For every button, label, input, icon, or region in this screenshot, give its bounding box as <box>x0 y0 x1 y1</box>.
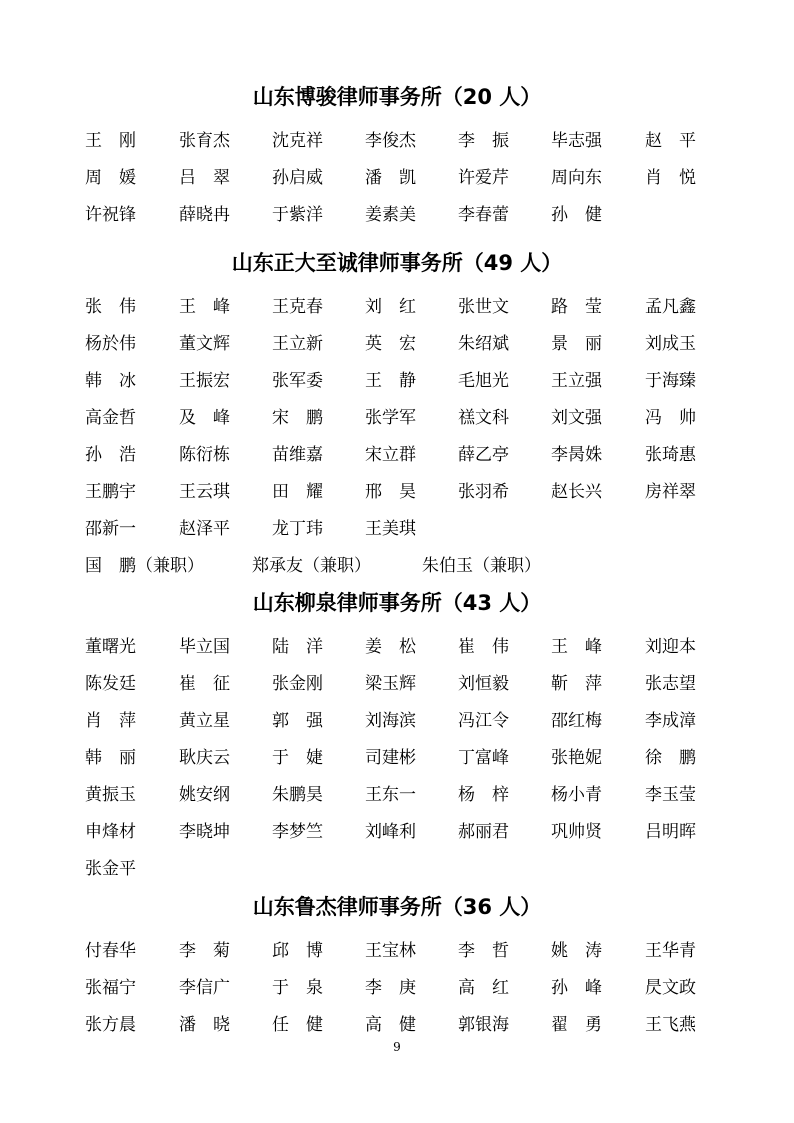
lawyer-name: 景 丽 <box>551 334 602 354</box>
lawyer-name: 孙 峰 <box>551 978 602 998</box>
lawyer-name: 薛晓冉 <box>179 205 230 225</box>
lawyer-name: 王飞燕 <box>645 1015 696 1035</box>
lawyer-name: 王 刚 <box>85 131 136 151</box>
lawyer-name: 张方晨 <box>85 1015 136 1035</box>
lawyer-name: 刘峰利 <box>365 822 416 842</box>
firm-title: 山东柳泉律师事务所（43 人） <box>252 591 542 615</box>
lawyer-name: 王云琪 <box>179 482 230 502</box>
lawyer-name: 张志望 <box>645 674 696 694</box>
lawyer-name: 周向东 <box>551 168 602 188</box>
lawyer-name: 英 宏 <box>365 334 416 354</box>
lawyer-name: 徐 鹏 <box>645 748 696 768</box>
lawyer-name: 杨小青 <box>551 785 602 805</box>
lawyer-name: 崔 伟 <box>458 637 509 657</box>
lawyer-name: 高金哲 <box>85 408 136 428</box>
name-row <box>0 671 794 697</box>
lawyer-name: 张 伟 <box>85 297 136 317</box>
lawyer-name: 张学军 <box>365 408 416 428</box>
firm-title: 山东正大至诚律师事务所（49 人） <box>231 251 563 275</box>
lawyer-name: 周 媛 <box>85 168 136 188</box>
lawyer-name: 张福宁 <box>85 978 136 998</box>
lawyer-name: 昃文政 <box>645 978 696 998</box>
lawyer-name: 孙启威 <box>272 168 323 188</box>
lawyer-name: 杨於伟 <box>85 334 136 354</box>
lawyer-name: 付春华 <box>85 941 136 961</box>
lawyer-name: 李 庚 <box>365 978 416 998</box>
name-row <box>0 856 794 882</box>
lawyer-name: 路 莹 <box>551 297 602 317</box>
lawyer-name: 郝丽君 <box>458 822 509 842</box>
lawyer-name: 于 婕 <box>272 748 323 768</box>
lawyer-name: 王美琪 <box>365 519 416 539</box>
lawyer-name: 王 静 <box>365 371 416 391</box>
lawyer-name: 冯 帅 <box>645 408 696 428</box>
lawyer-name: 刘成玉 <box>645 334 696 354</box>
lawyer-name: 于 泉 <box>272 978 323 998</box>
name-row <box>0 553 794 579</box>
page-number: 9 <box>393 1040 401 1054</box>
lawyer-name: 王宝林 <box>365 941 416 961</box>
name-row <box>0 294 794 320</box>
lawyer-name: 赵泽平 <box>179 519 230 539</box>
lawyer-name: 张世文 <box>458 297 509 317</box>
lawyer-name: 禚文科 <box>458 408 509 428</box>
lawyer-name: 苗维嘉 <box>272 445 323 465</box>
lawyer-name: 孙 浩 <box>85 445 136 465</box>
name-row <box>0 782 794 808</box>
lawyer-name: 王振宏 <box>179 371 230 391</box>
lawyer-name: 房祥翠 <box>645 482 696 502</box>
lawyer-name: 巩帅贤 <box>551 822 602 842</box>
lawyer-name: 毕立国 <box>179 637 230 657</box>
lawyer-name: 郭银海 <box>458 1015 509 1035</box>
lawyer-name: 姜 松 <box>365 637 416 657</box>
name-row <box>0 479 794 505</box>
lawyer-name: 翟 勇 <box>551 1015 602 1035</box>
lawyer-name: 赵 平 <box>645 131 696 151</box>
firm-title: 山东博骏律师事务所（20 人） <box>252 85 542 109</box>
name-row <box>0 516 794 542</box>
lawyer-name: 张琦惠 <box>645 445 696 465</box>
lawyer-name: 姚 涛 <box>551 941 602 961</box>
lawyer-name: 赵长兴 <box>551 482 602 502</box>
lawyer-name: 李俊杰 <box>365 131 416 151</box>
lawyer-name: 孙 健 <box>551 205 602 225</box>
name-row <box>0 405 794 431</box>
name-row <box>0 331 794 357</box>
lawyer-name: 李昺姝 <box>551 445 602 465</box>
name-row <box>0 975 794 1001</box>
lawyer-name: 张金平 <box>85 859 136 879</box>
lawyer-name: 韩 丽 <box>85 748 136 768</box>
lawyer-name: 王华青 <box>645 941 696 961</box>
lawyer-name: 郭 强 <box>272 711 323 731</box>
lawyer-name: 孟凡鑫 <box>645 297 696 317</box>
lawyer-name: 宋 鹏 <box>272 408 323 428</box>
lawyer-name: 陈发廷 <box>85 674 136 694</box>
lawyer-name: 王立新 <box>272 334 323 354</box>
lawyer-name: 王鹏宇 <box>85 482 136 502</box>
lawyer-name: 高 红 <box>458 978 509 998</box>
firm-title: 山东鲁杰律师事务所（36 人） <box>252 895 542 919</box>
lawyer-name: 国 鹏（兼职） <box>85 556 204 576</box>
lawyer-name: 朱鹏昊 <box>272 785 323 805</box>
lawyer-name: 姚安纲 <box>179 785 230 805</box>
lawyer-name: 李 哲 <box>458 941 509 961</box>
lawyer-name: 吕明晖 <box>645 822 696 842</box>
lawyer-name: 于紫洋 <box>272 205 323 225</box>
lawyer-name: 李春蕾 <box>458 205 509 225</box>
lawyer-name: 潘 凯 <box>365 168 416 188</box>
name-row <box>0 819 794 845</box>
lawyer-name: 张军委 <box>272 371 323 391</box>
lawyer-name: 靳 萍 <box>551 674 602 694</box>
lawyer-name: 杨 梓 <box>458 785 509 805</box>
lawyer-name: 黄振玉 <box>85 785 136 805</box>
lawyer-name: 刘迎本 <box>645 637 696 657</box>
lawyer-name: 申烽材 <box>85 822 136 842</box>
name-row <box>0 202 794 228</box>
lawyer-name: 王 峰 <box>551 637 602 657</box>
lawyer-name: 陆 洋 <box>272 637 323 657</box>
lawyer-name: 董曙光 <box>85 637 136 657</box>
lawyer-name: 崔 征 <box>179 674 230 694</box>
lawyer-name: 郑承友（兼职） <box>252 556 371 576</box>
lawyer-name: 陈衍栋 <box>179 445 230 465</box>
lawyer-name: 李梦竺 <box>272 822 323 842</box>
name-row <box>0 165 794 191</box>
lawyer-name: 朱伯玉（兼职） <box>422 556 541 576</box>
lawyer-name: 邵新一 <box>85 519 136 539</box>
lawyer-name: 耿庆云 <box>179 748 230 768</box>
name-row <box>0 938 794 964</box>
lawyer-name: 于海臻 <box>645 371 696 391</box>
lawyer-name: 黄立星 <box>179 711 230 731</box>
lawyer-name: 李晓坤 <box>179 822 230 842</box>
lawyer-name: 姜素美 <box>365 205 416 225</box>
lawyer-name: 王 峰 <box>179 297 230 317</box>
lawyer-name: 邢 昊 <box>365 482 416 502</box>
lawyer-name: 董文辉 <box>179 334 230 354</box>
lawyer-name: 李成漳 <box>645 711 696 731</box>
lawyer-name: 张金刚 <box>272 674 323 694</box>
lawyer-name: 龙丁玮 <box>272 519 323 539</box>
name-row <box>0 1012 794 1038</box>
name-row <box>0 128 794 154</box>
lawyer-name: 邵红梅 <box>551 711 602 731</box>
lawyer-name: 王克春 <box>272 297 323 317</box>
lawyer-name: 邱 博 <box>272 941 323 961</box>
lawyer-name: 冯江令 <box>458 711 509 731</box>
lawyer-name: 李玉莹 <box>645 785 696 805</box>
lawyer-name: 张羽希 <box>458 482 509 502</box>
lawyer-name: 韩 冰 <box>85 371 136 391</box>
lawyer-name: 沈克祥 <box>272 131 323 151</box>
lawyer-name: 毕志强 <box>551 131 602 151</box>
lawyer-name: 吕 翠 <box>179 168 230 188</box>
lawyer-name: 刘海滨 <box>365 711 416 731</box>
lawyer-name: 许祝锋 <box>85 205 136 225</box>
lawyer-name: 张艳妮 <box>551 748 602 768</box>
lawyer-name: 任 健 <box>272 1015 323 1035</box>
lawyer-name: 王东一 <box>365 785 416 805</box>
lawyer-name: 高 健 <box>365 1015 416 1035</box>
lawyer-name: 刘恒毅 <box>458 674 509 694</box>
lawyer-name: 梁玉辉 <box>365 674 416 694</box>
name-row <box>0 368 794 394</box>
name-row <box>0 745 794 771</box>
name-row <box>0 442 794 468</box>
lawyer-name: 许爱芹 <box>458 168 509 188</box>
lawyer-name: 宋立群 <box>365 445 416 465</box>
lawyer-name: 丁富峰 <box>458 748 509 768</box>
lawyer-name: 潘 晓 <box>179 1015 230 1035</box>
lawyer-name: 刘 红 <box>365 297 416 317</box>
lawyer-name: 毛旭光 <box>458 371 509 391</box>
lawyer-name: 及 峰 <box>179 408 230 428</box>
lawyer-name: 司建彬 <box>365 748 416 768</box>
lawyer-name: 刘文强 <box>551 408 602 428</box>
lawyer-name: 朱绍斌 <box>458 334 509 354</box>
lawyer-name: 王立强 <box>551 371 602 391</box>
name-row <box>0 634 794 660</box>
name-row <box>0 708 794 734</box>
lawyer-name: 李 振 <box>458 131 509 151</box>
lawyer-name: 肖 萍 <box>85 711 136 731</box>
lawyer-name: 肖 悦 <box>645 168 696 188</box>
lawyer-name: 李信广 <box>179 978 230 998</box>
lawyer-name: 田 耀 <box>272 482 323 502</box>
lawyer-name: 薛乙亭 <box>458 445 509 465</box>
lawyer-name: 李 菊 <box>179 941 230 961</box>
lawyer-name: 张育杰 <box>179 131 230 151</box>
